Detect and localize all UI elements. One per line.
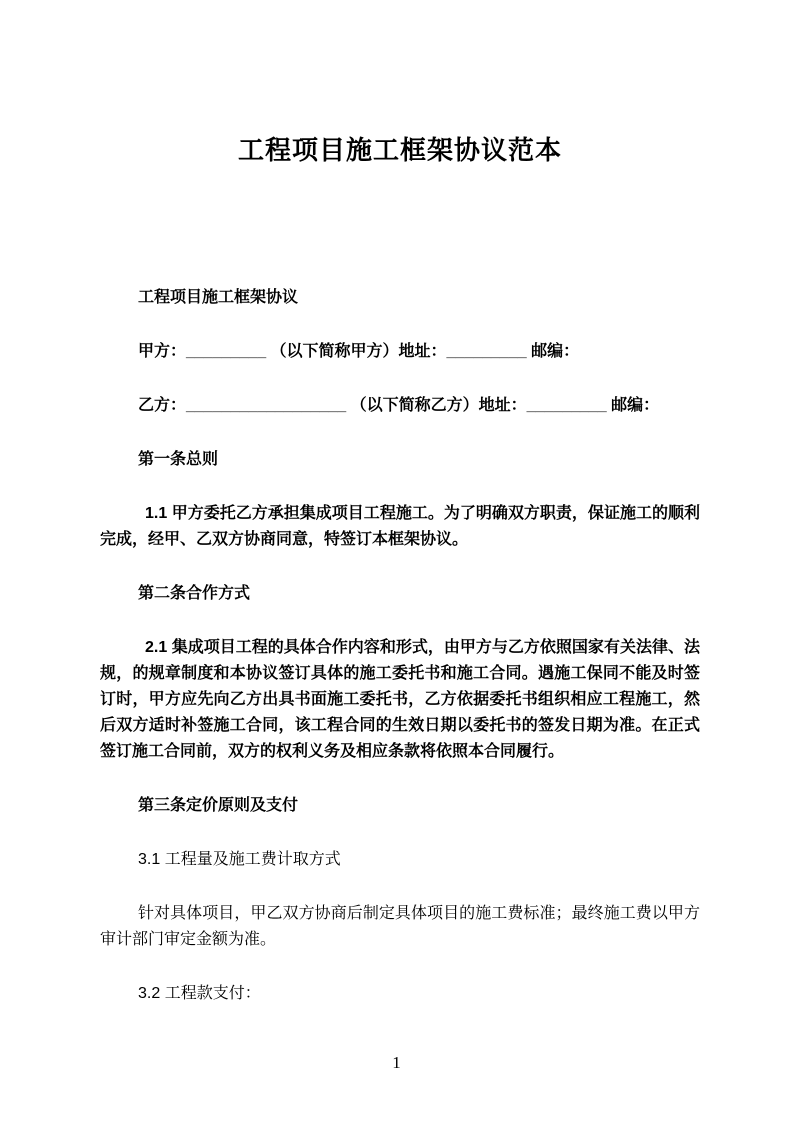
article-1-heading: 第一条总则: [138, 451, 219, 468]
clause-3-1-heading: 3.1 工程量及施工费计取方式: [138, 851, 341, 868]
article-3-heading: 第三条定价原则及支付: [138, 797, 299, 814]
clause-3-1-body: 针对具体项目，甲乙双方协商后制定具体项目的施工费标准；最终施工费以甲方审计部门审定金额为准。: [100, 905, 700, 948]
document-title: 工程项目施工框架协议范本: [237, 135, 562, 165]
paragraph-party-a: 甲方：_________ （以下简称甲方）地址：_________ 邮编：: [138, 343, 580, 360]
clause-3-2-heading: 3.2 工程款支付：: [138, 985, 261, 1002]
article-2-heading: 第二条合作方式: [138, 585, 251, 602]
page-number: 1: [392, 1053, 401, 1072]
clause-1-1: 1.1 甲方委托乙方承担集成项目工程施工。为了明确双方职责，保证施工的顺利完成，经甲、乙双方协商同意，特签订本框架协议。: [100, 505, 700, 548]
document-body: [0, 285, 793, 1007]
paragraph-party-b: 乙方：__________________ （以下简称乙方）地址：_________ 邮编：: [138, 397, 660, 414]
paragraph-subtitle: 工程项目施工框架协议: [138, 289, 299, 306]
clause-2-1: 2.1 集成项目工程的具体合作内容和形式，由甲方与乙方依照国家有关法律、法规，的规章制度和本协议签订具体的施工委托书和施工合同。遇施工保同不能及时签订时，甲方应先向乙方出具书面施工委托书，乙方依据委托书组织相应工程施工，然后双方适时补签施工合同，该工程合同的生效日期以委托书的签发日期为准。在正式签订施工合同前，双方的权利义务及相应条款将依照本合同履行。: [100, 639, 700, 760]
